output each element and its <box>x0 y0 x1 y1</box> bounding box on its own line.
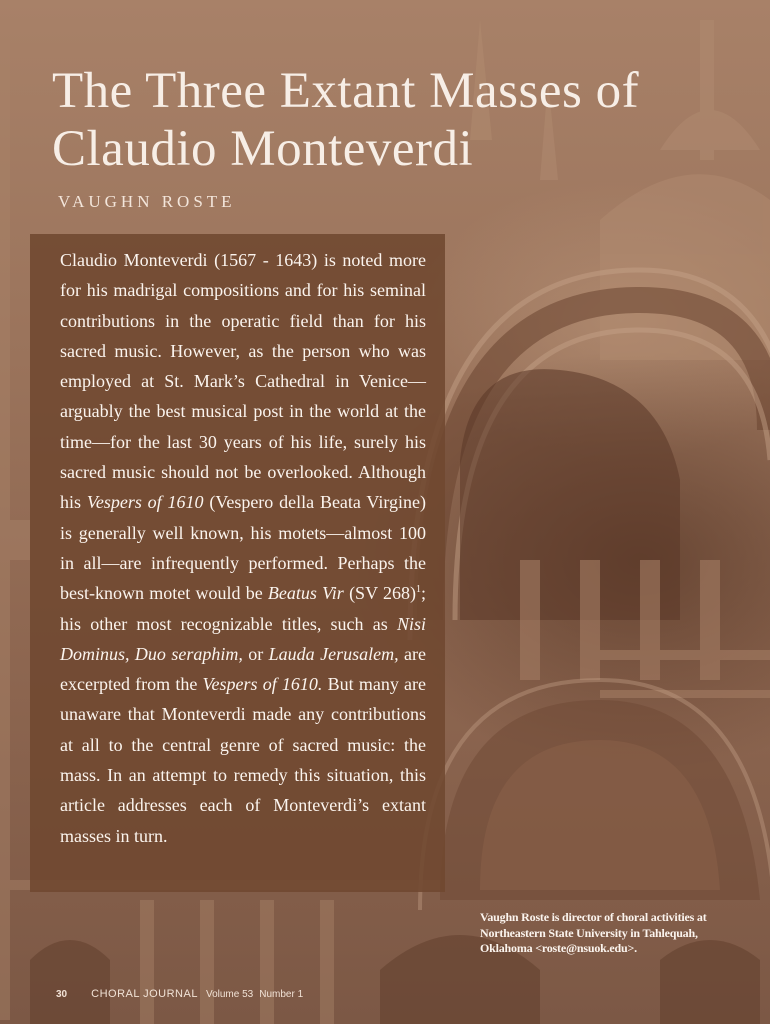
article-title <box>52 62 752 178</box>
titles-nisi-duo: Nisi Dominus, Duo seraphim, <box>60 613 426 664</box>
intro-paragraph <box>60 245 426 851</box>
title-vespers-1610: Vespers of 1610 <box>86 492 204 513</box>
author-bio: Vaughn Roste is director of choral activities at Northeastern State University in Tahlequah, Oklahoma <roste@nsuok.edu>. <box>480 910 707 955</box>
intro-text-4: ; his other most recognizable titles, such as <box>60 583 426 634</box>
intro-text-2: (Vespero della Beata Virgine) is generally well known, his motets—almost 100 in all—are infrequently performed. Perhaps the best-known motet would be <box>60 492 426 604</box>
footnote-reference[interactable]: 1 <box>415 584 421 596</box>
journal-name: CHORAL JOURNAL <box>91 988 198 1000</box>
intro-text-7: But many are unaware that Monteverdi made any contributions at all to the central genre of sacred music: the mass. In an attempt to remedy this situation, this article addresses each of Monteverdi’s extant masses in turn. <box>60 674 426 846</box>
article-title-line-1: The Three Extant Masses of <box>52 63 640 119</box>
page-number: 30 <box>56 989 68 1000</box>
page-footer <box>56 988 303 1002</box>
title-lauda-jerusalem: Lauda Jerusalem, <box>268 643 399 664</box>
title-vespers-1610-second: Vespers of 1610. <box>202 674 323 695</box>
intro-text-6: are excerpted from the <box>60 643 426 695</box>
issue-number: Number 1 <box>259 989 304 1000</box>
intro-text-3: (SV 268) <box>343 583 416 604</box>
article-title-line-2: Claudio Monteverdi <box>52 121 474 177</box>
intro-text-1: Claudio Monteverdi (1567 - 1643) is noted more for his madrigal compositions and for his seminal contributions in the operatic field than for his sacred music. However, as the person who was employed at St. Mark’s Cathedral in Venice—arguably the best musical post in the world at the time—for the last 30 years of his life, surely his sacred music should not be overlooked. Although his <box>60 250 426 513</box>
author-byline: VAUGHN ROSTE <box>58 192 236 211</box>
title-beatus-vir: Beatus Vir <box>267 583 344 604</box>
volume-label: Volume 53 <box>205 989 254 1000</box>
intro-text-5: or <box>242 643 269 664</box>
